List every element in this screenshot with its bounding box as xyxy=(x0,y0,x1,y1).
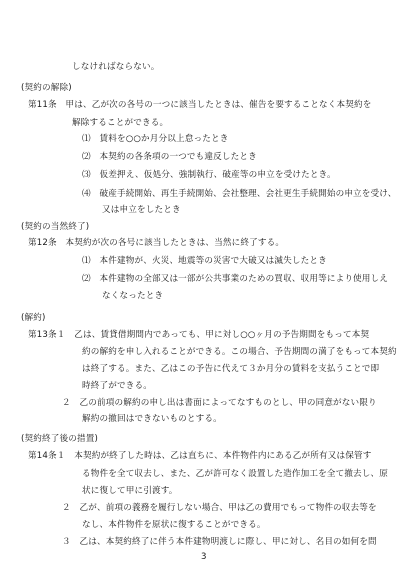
section-heading-after-termination: (契約終了後の措置) xyxy=(21,434,98,444)
article-12-item-2: ⑵ 本件建物の全部又は一部が公共事業のための買収、収用等により使用しえ xyxy=(82,274,389,284)
article-11-text: 第11条 甲は、乙が次の各号の一つに該当したときは、催告を要することなく本契約を xyxy=(28,100,372,110)
article-12-item-1: ⑴ 本件建物が、火災、地震等の災害で大破又は滅失したとき xyxy=(82,256,327,266)
text-line-continuation: しなければならない。 xyxy=(72,62,160,72)
article-13-para-2-cont: 解約の撤回はできないものとする。 xyxy=(82,414,222,424)
page-number: 3 xyxy=(201,552,207,562)
article-14-para-2: ２ 乙が、前項の義務を履行しない場合、甲は乙の費用でもって物件の収去等を xyxy=(62,503,377,513)
section-heading-cancellation: (解約) xyxy=(21,313,46,323)
article-11-item-4: ⑷ 破産手続開始、再生手続開始、会社整理、会社更生手続開始の申立を受け、 xyxy=(82,189,397,199)
article-11-text-cont: 解除することができる。 xyxy=(72,118,169,128)
article-11-item-4-cont: 又は申立をしたとき xyxy=(102,205,181,215)
article-11-item-2: ⑵ 本契約の各条項の一つでも違反したとき xyxy=(82,152,257,162)
article-11-item-3: ⑶ 仮差押え、仮処分、強制執行、破産等の申立を受けたとき。 xyxy=(82,170,336,180)
article-14-para-3: ３ 乙は、本契約終了に伴う本件建物明渡しに際し、甲に対し、名目の如何を問 xyxy=(62,537,377,547)
article-14-para-2-cont: なし、本件物件を原状に復することができる。 xyxy=(82,520,266,530)
section-heading-termination: (契約の解除) xyxy=(21,83,72,93)
article-13-para-1-cont: 約の解約を申し入れることができる。この場合、予告期間の満了をもって本契約 xyxy=(82,347,397,357)
article-11-item-1: ⑴ 賃料を○○か月分以上怠ったとき xyxy=(82,134,229,144)
section-heading-automatic-end: (契約の当然終了) xyxy=(21,222,90,232)
article-14-para-1-cont: 状に復して甲に引渡す。 xyxy=(82,486,178,496)
article-13-para-1-cont: 時終了ができる。 xyxy=(82,381,152,391)
article-13-para-1: 第13条１ 乙は、賃貸借期間内であっても、甲に対し○○ヶ月の予告期間をもって本契 xyxy=(28,330,370,340)
article-13-para-1-cont: は終了する。また、乙はこの予告に代えて３か月分の賃料を支払うことで即 xyxy=(82,364,380,374)
article-12-text: 第12条 本契約が次の各号に該当したときは、当然に終了する。 xyxy=(28,238,285,248)
article-13-para-2: ２ 乙の前項の解約の申し出は書面によってなすものとし、甲の同意がない限り xyxy=(62,398,377,408)
article-14-para-1: 第14条１ 本契約が終了した時は、乙は直ちに、本件物件内にある乙が所有又は保管す xyxy=(28,451,372,461)
article-12-item-2-cont: なくなったとき xyxy=(102,291,164,301)
article-14-para-1-cont: る物件を全て収去し、また、乙が許可なく設置した造作加工を全て撤去し、原 xyxy=(82,469,389,479)
